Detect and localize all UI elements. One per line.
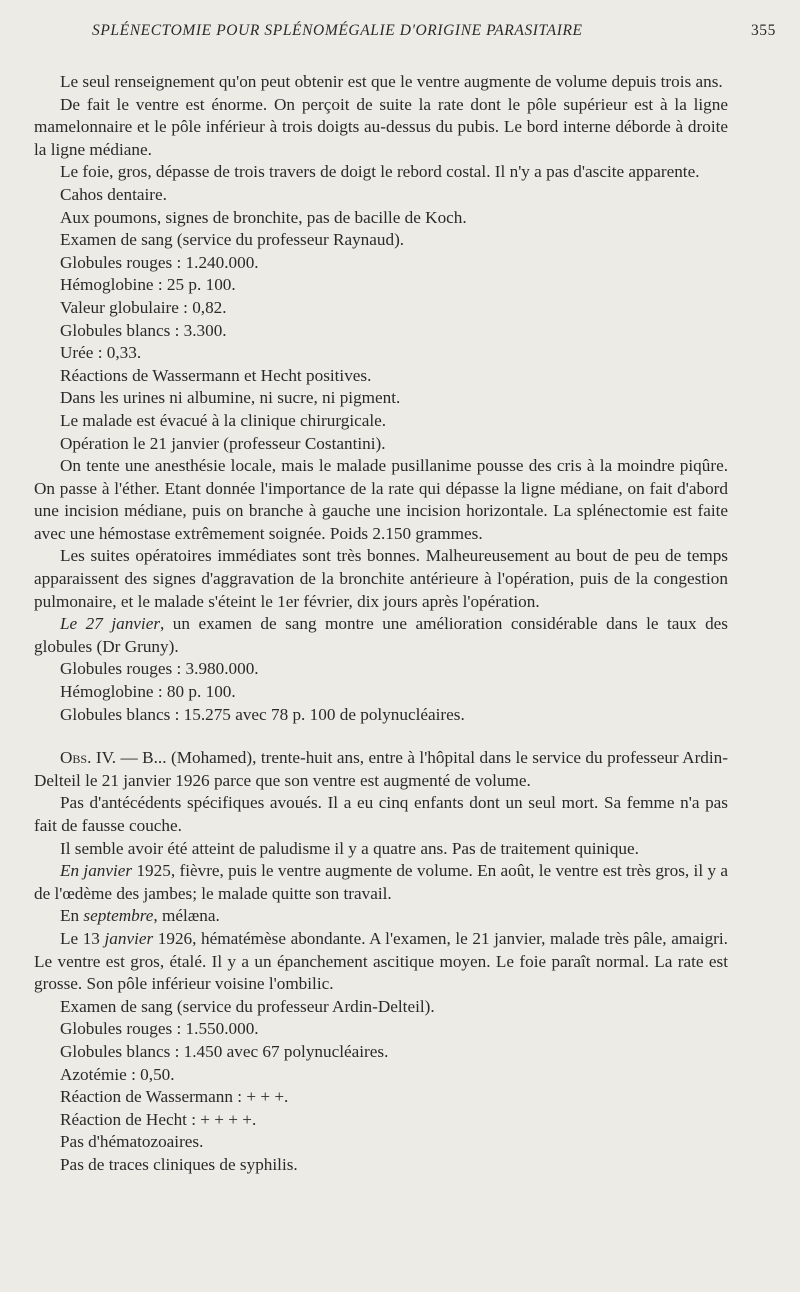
paragraph: Aux poumons, signes de bronchite, pas de bacille de Koch. bbox=[60, 207, 467, 227]
paragraph-text: 1925, fièvre, puis le ventre augmente de volume. En août, le ventre est très gros, il y a de l'œdème des jambes; le malade quitte son travail. bbox=[34, 861, 728, 903]
page-number: 355 bbox=[750, 22, 776, 39]
paragraph: Globules rouges : 1.550.000. bbox=[60, 1019, 259, 1039]
paragraph-text: 1926, hématémèse abondante. A l'examen, le 21 janvier, malade très pâle, amaigri. Le ventre est gros, étalé. Il y a un épanchement ascitique moyen. Le foie paraît normal. La rate est grosse. Son pôle inférieur voisine l'ombilic. bbox=[34, 928, 728, 994]
paragraph-text: , mélæna. bbox=[153, 906, 220, 926]
paragraph: Réaction de Hecht : + + + +. bbox=[60, 1109, 257, 1129]
paragraph: Urée : 0,33. bbox=[60, 343, 142, 363]
paragraph-text: — B... (Mohamed), trente-huit ans, entre à l'hôpital dans le service du professeur Ardin-Delteil le 21 janvier 1926 parce que son ventre est augmenté de volume. bbox=[34, 748, 728, 790]
paragraph: Les suites opératoires immédiates sont très bonnes. Malheureusement au bout de peu de temps apparaissent des signes d'aggravation de la bronchite antérieure à l'opération, puis de la congestion pulmonaire, et le malade s'éteint le 1er février, dix jours après l'opération. bbox=[34, 546, 728, 611]
paragraph bbox=[34, 613, 728, 658]
paragraph: Dans les urines ni albumine, ni sucre, ni pigment. bbox=[60, 388, 401, 408]
paragraph: Pas d'antécédents spécifiques avoués. Il a eu cinq enfants dont un seul mort. Sa femme n'a pas fait de fausse couche. bbox=[34, 793, 728, 835]
paragraph bbox=[34, 860, 728, 905]
italic-date: janvier bbox=[104, 928, 154, 948]
paragraph: Examen de sang (service du professeur Ardin-Delteil). bbox=[60, 996, 435, 1016]
observation-label: Obs. IV. bbox=[60, 748, 117, 768]
paragraph: Globules rouges : 3.980.000. bbox=[60, 659, 259, 679]
paragraph bbox=[34, 928, 728, 996]
paragraph-text: En bbox=[60, 906, 84, 926]
paragraph: Globules blancs : 1.450 avec 67 polynucléaires. bbox=[60, 1041, 389, 1061]
paragraph: Le malade est évacué à la clinique chirurgicale. bbox=[60, 410, 387, 430]
running-title: SPLÉNECTOMIE POUR SPLÉNOMÉGALIE D'ORIGINE PARASITAIRE bbox=[92, 22, 583, 39]
italic-date: En janvier bbox=[60, 861, 133, 881]
paragraph: Pas de traces cliniques de syphilis. bbox=[60, 1154, 298, 1174]
italic-date: Le 27 janvier bbox=[60, 614, 161, 634]
paragraph bbox=[34, 905, 728, 928]
paragraph: Il semble avoir été atteint de paludisme il y a quatre ans. Pas de traitement quinique. bbox=[60, 838, 639, 858]
body-text bbox=[34, 71, 728, 1177]
paragraph: Réaction de Wassermann : + + +. bbox=[60, 1087, 289, 1107]
paragraph: Globules blancs : 3.300. bbox=[60, 320, 227, 340]
observation-heading-paragraph bbox=[34, 747, 728, 792]
paragraph: Examen de sang (service du professeur Raynaud). bbox=[60, 230, 405, 250]
paragraph: Cahos dentaire. bbox=[60, 184, 167, 204]
paragraph: Valeur globulaire : 0,82. bbox=[60, 297, 227, 317]
paragraph: De fait le ventre est énorme. On perçoit de suite la rate dont le pôle supérieur est à la ligne mamelonnaire et le pôle inférieur à trois doigts au-dessus du pubis. Le bord interne déborde à droite la ligne médiane. bbox=[34, 94, 728, 159]
paragraph: On tente une anesthésie locale, mais le malade pusillanime pousse des cris à la moindre piqûre. On passe à l'éther. Etant donnée l'importance de la rate qui dépasse la ligne médiane, on fait d'abord une incision médiane, puis on branche à gauche une incision horizontale. La splénectomie est faite avec une hémostase extrêmement soignée. Poids 2.150 grammes. bbox=[34, 456, 728, 543]
running-header bbox=[34, 22, 776, 46]
paragraph: Pas d'hématozoaires. bbox=[60, 1132, 204, 1152]
paragraph: Hémoglobine : 25 p. 100. bbox=[60, 275, 236, 295]
paragraph: Globules rouges : 1.240.000. bbox=[60, 252, 259, 272]
paragraph: Hémoglobine : 80 p. 100. bbox=[60, 682, 236, 702]
paragraph: Le seul renseignement qu'on peut obtenir est que le ventre augmente de volume depuis trois ans. bbox=[60, 72, 723, 91]
paragraph: Réactions de Wassermann et Hecht positives. bbox=[60, 365, 372, 385]
paragraph: Opération le 21 janvier (professeur Costantini). bbox=[60, 433, 386, 453]
paragraph: Le foie, gros, dépasse de trois travers de doigt le rebord costal. Il n'y a pas d'ascite apparente. bbox=[60, 162, 700, 182]
paragraph-text: , un examen de sang montre une amélioration considérable dans le taux des globules (Dr Gruny). bbox=[34, 614, 728, 656]
paragraph-text: Le 13 bbox=[60, 928, 105, 948]
paragraph: Globules blancs : 15.275 avec 78 p. 100 de polynucléaires. bbox=[60, 704, 465, 724]
italic-date: septembre bbox=[83, 906, 154, 926]
paragraph: Azotémie : 0,50. bbox=[60, 1064, 175, 1084]
